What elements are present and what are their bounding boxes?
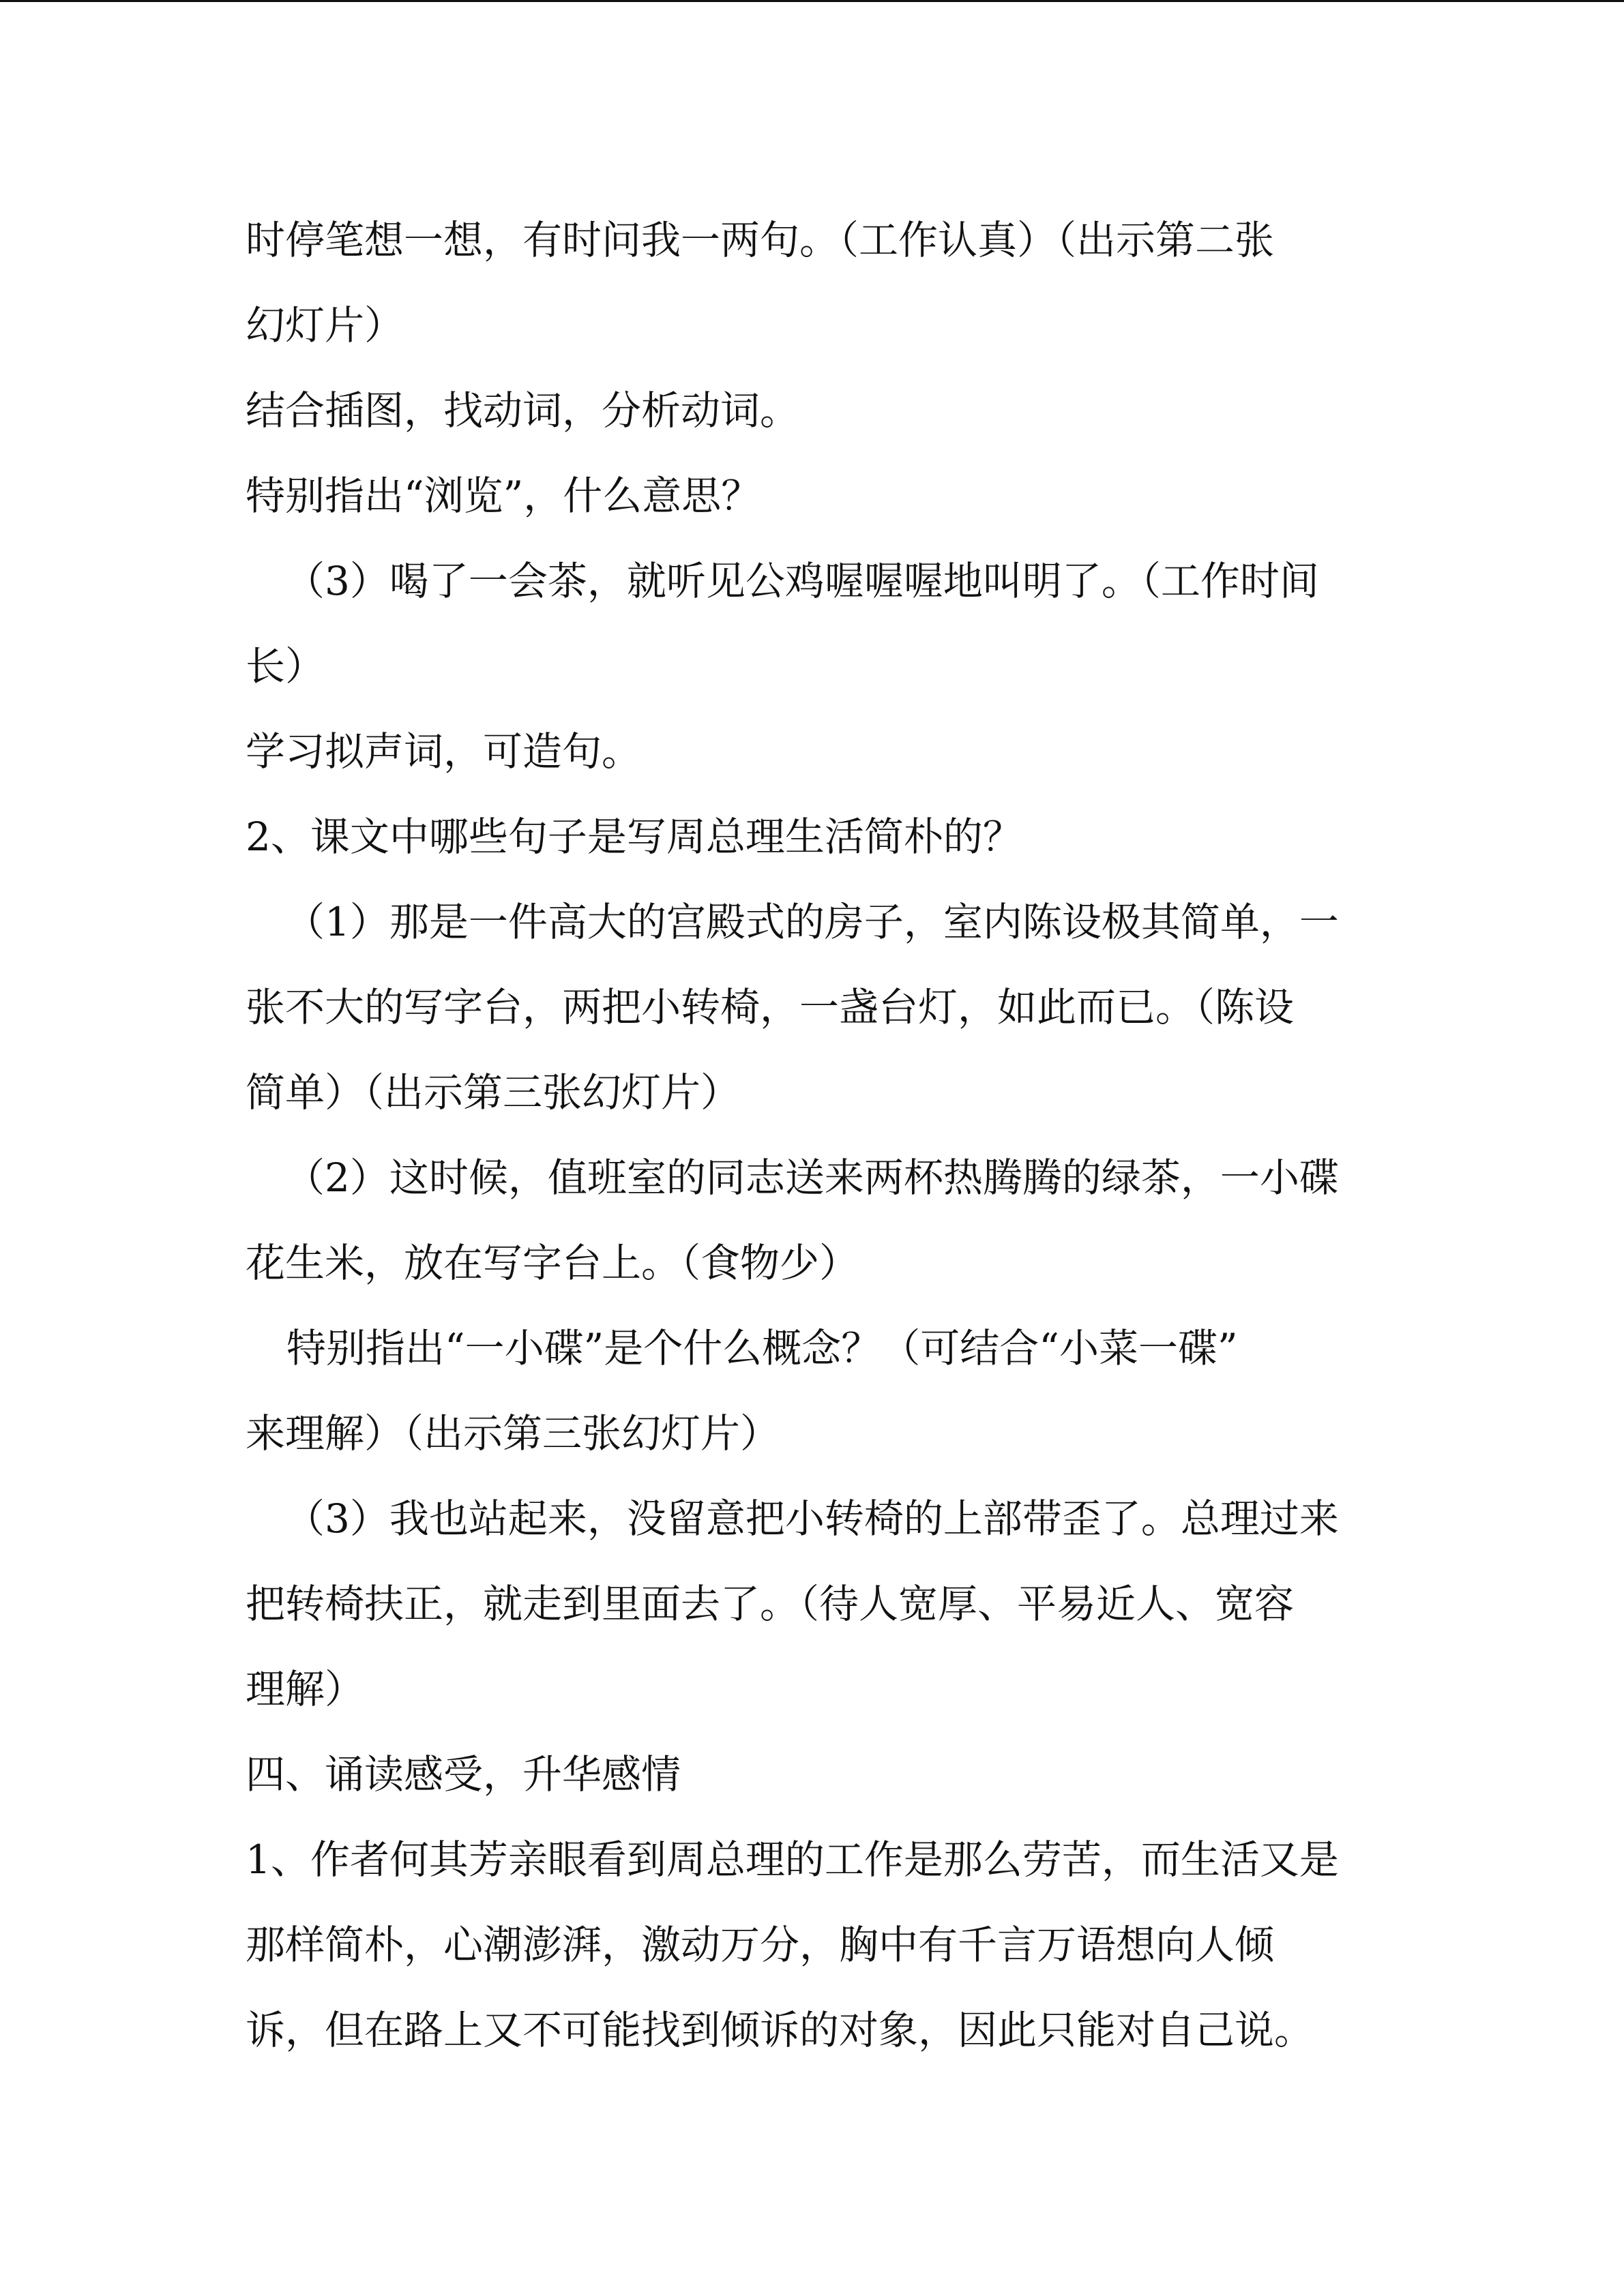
text-line: 理解） [246, 1666, 365, 1712]
text-line: 来理解）（出示第三张幻灯片） [246, 1410, 780, 1457]
text-line: 那样简朴，心潮澎湃，激动万分，胸中有千言万语想向人倾 [246, 1922, 1275, 1968]
text-line: 学习拟声词，可造句。 [246, 728, 642, 775]
text-line: 幻灯片） [246, 302, 404, 348]
section-heading: 四、诵读感受，升华感情 [246, 1751, 681, 1798]
page-top-border [0, 0, 1624, 2]
text-line: （3）喝了一会茶，就听见公鸡喔喔喔地叫明了。（工作时间 [285, 558, 1319, 604]
text-line: 诉，但在路上又不可能找到倾诉的对象，因此只能对自己说。 [246, 2007, 1314, 2053]
text-line: 简单）（出示第三张幻灯片） [246, 1069, 741, 1116]
text-line: 把转椅扶正，就走到里面去了。（待人宽厚、平易近人、宽容 [246, 1581, 1295, 1627]
text-line: 特别指出“浏览”，什么意思？ [246, 473, 761, 519]
text-line: 2、课文中哪些句子是写周总理生活简朴的？ [246, 814, 1022, 860]
text-line: （3）我也站起来，没留意把小转椅的上部带歪了。总理过来 [285, 1495, 1339, 1542]
text-line: 张不大的写字台，两把小转椅，一盏台灯，如此而已。（陈设 [246, 984, 1295, 1030]
text-line: （2）这时候，值班室的同志送来两杯热腾腾的绿茶，一小碟 [285, 1154, 1339, 1201]
text-line: 长） [246, 643, 325, 689]
document-page [246, 198, 1391, 2073]
text-line: 时停笔想一想，有时问我一两句。（工作认真）（出示第二张 [246, 217, 1275, 263]
text-line: 特别指出“一小碟”是个什么概念？（可结合“小菜一碟” [286, 1325, 1238, 1371]
text-line: （1）那是一件高大的宫殿式的房子，室内陈设极其简单，一 [285, 899, 1339, 945]
text-line: 1、作者何其芳亲眼看到周总理的工作是那么劳苦，而生活又是 [246, 1836, 1339, 1883]
text-line: 结合插图，找动词，分析动词。 [246, 387, 800, 434]
text-line: 花生米，放在写字台上。（食物少） [246, 1240, 859, 1286]
